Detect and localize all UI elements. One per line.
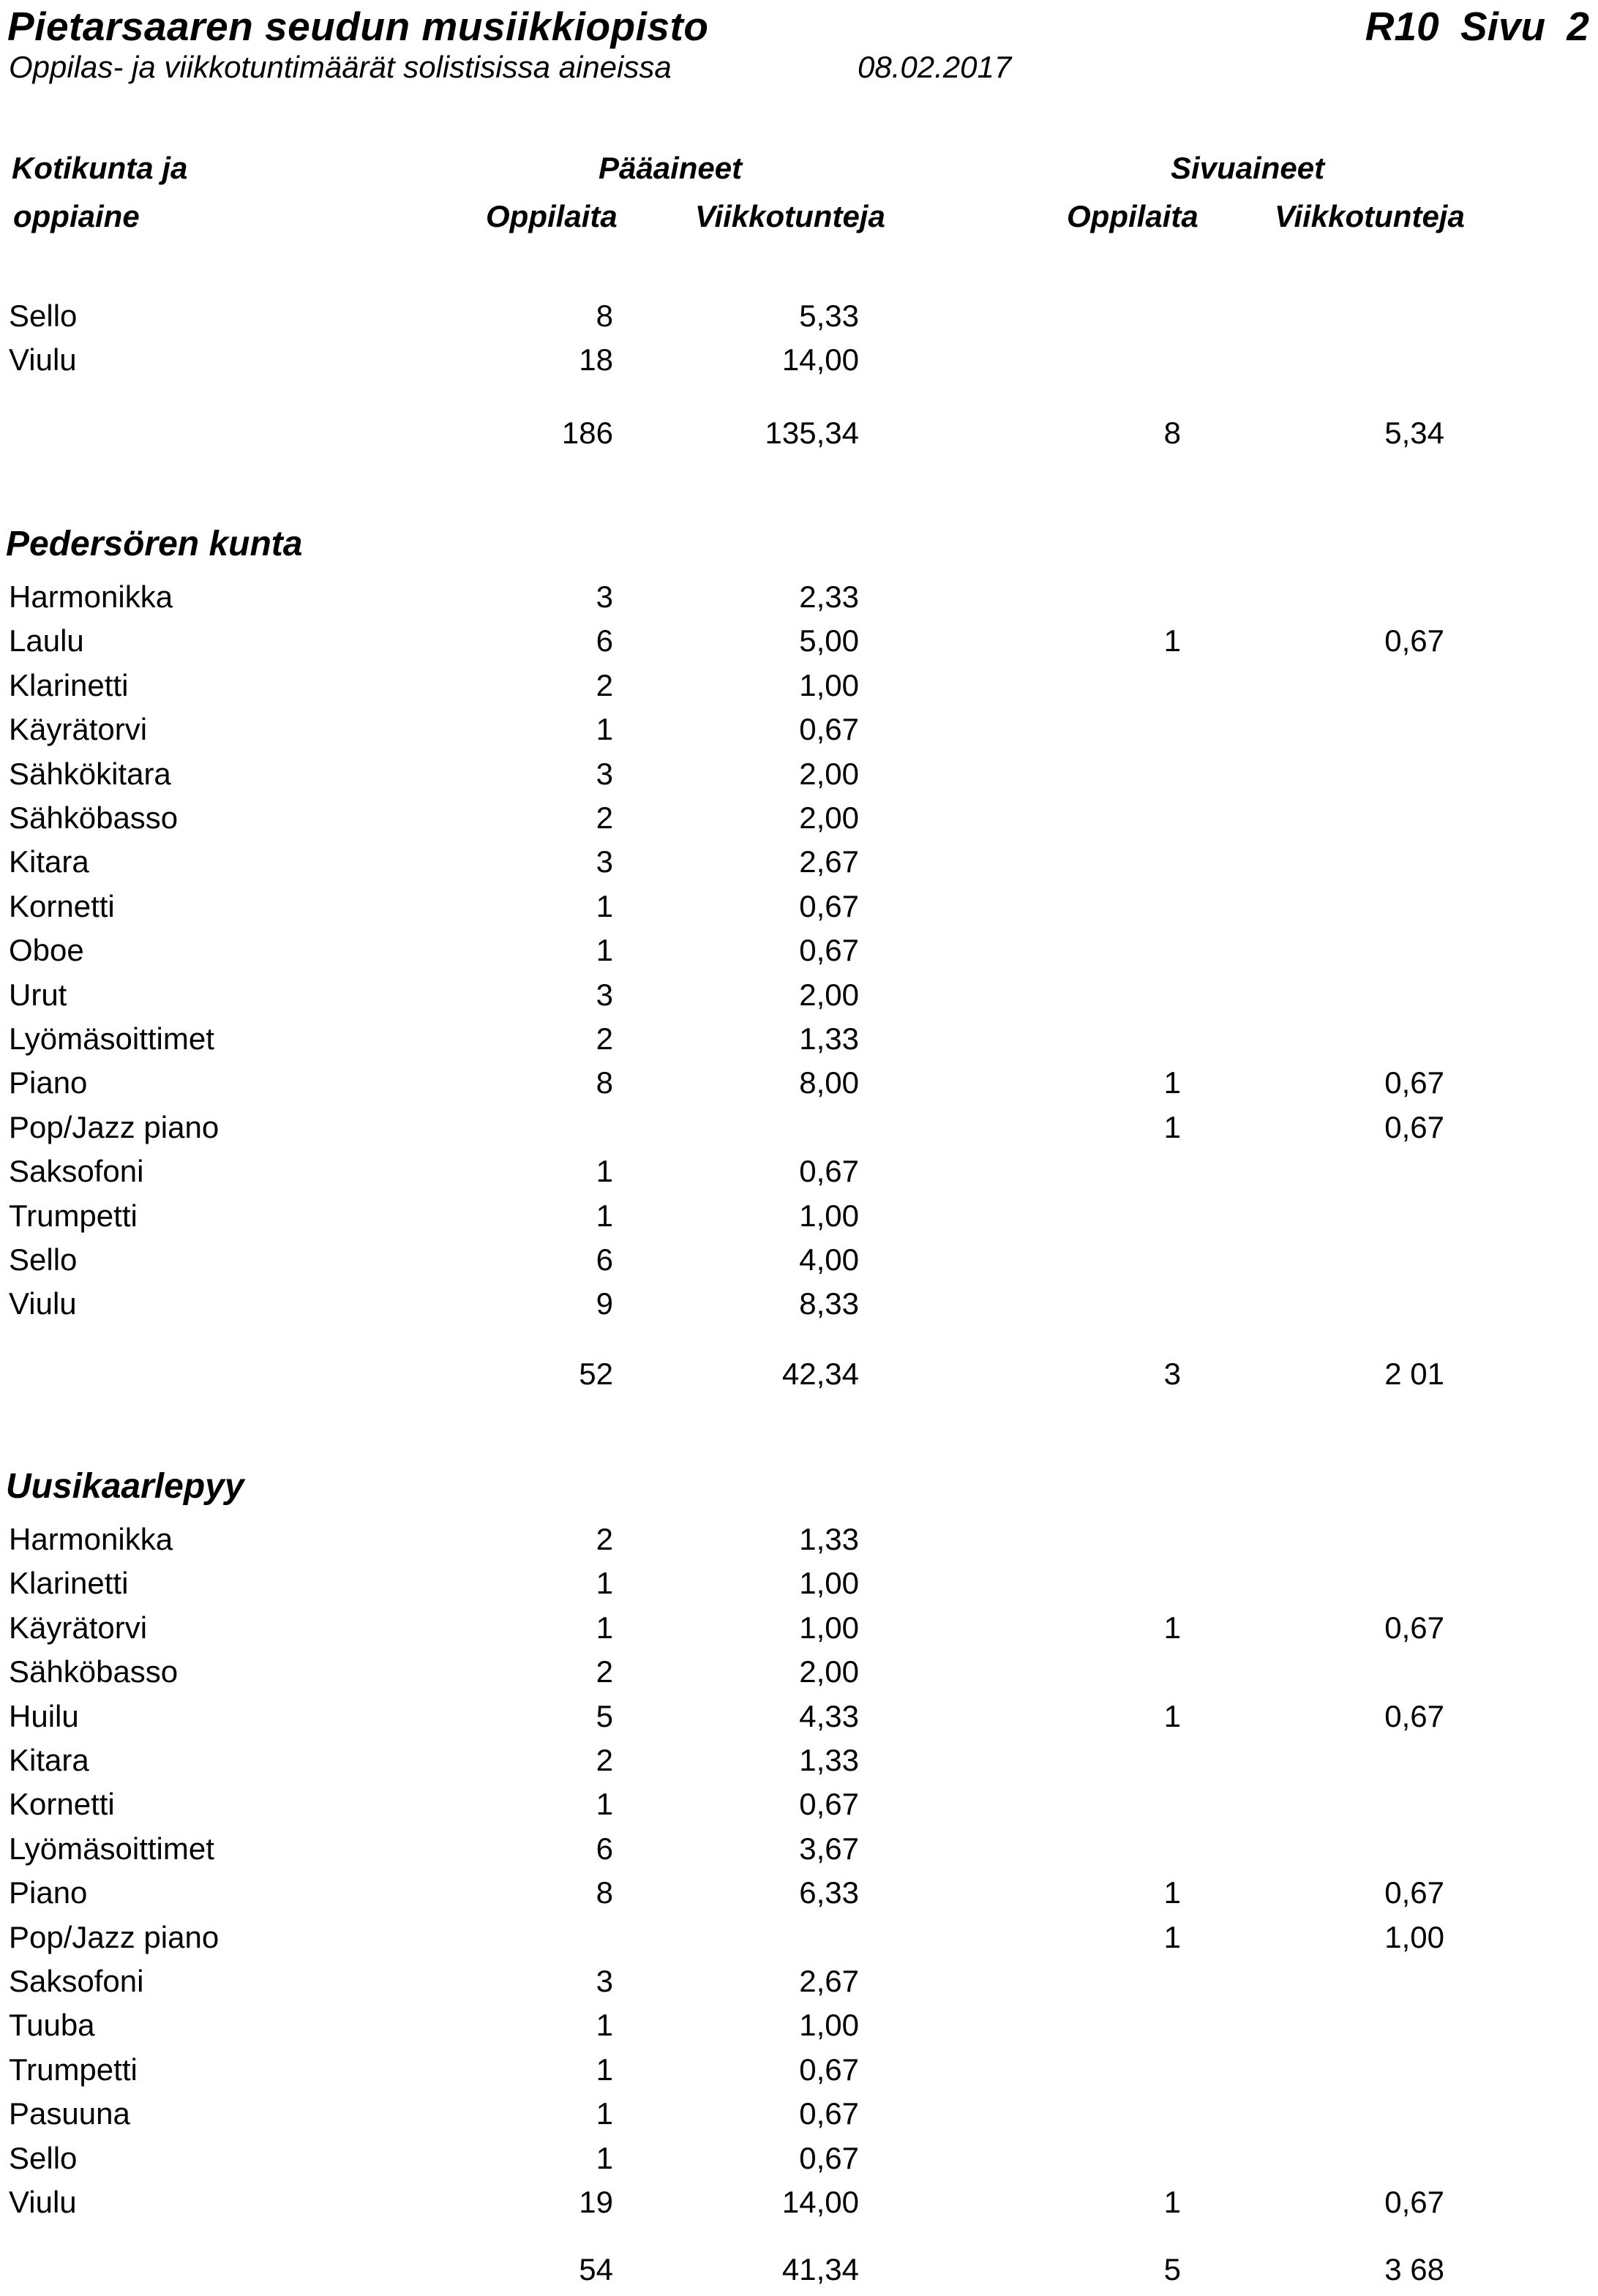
subject-cell: Klarinetti [9,1566,129,1600]
main-students-cell: 1 [596,1610,613,1645]
main-hours-cell: 1,00 [799,668,859,702]
main-hours-cell: 1,33 [799,1021,859,1056]
table-row [0,1021,1598,1065]
subject-cell: Klarinetti [9,668,129,702]
table-row [0,579,1598,623]
main-students-cell: 1 [596,712,613,746]
table-row [0,712,1598,756]
subject-cell: Lyömäsoittimet [9,1021,214,1056]
table-row [0,2052,1598,2096]
total-side-students-cell: 3 [1163,1357,1181,1391]
column-header-municipality-line1: Kotikunta ja [12,151,188,185]
subject-cell: Pasuuna [9,2096,130,2131]
main-students-cell: 2 [596,800,613,835]
table-row [0,342,1598,386]
subject-cell: Laulu [9,623,84,658]
main-hours-cell: 2,00 [799,800,859,835]
main-hours-cell: 2,67 [799,1964,859,1998]
subject-cell: Viulu [9,342,77,377]
column-header-main-subjects: Pääaineet [599,151,743,185]
main-hours-cell: 0,67 [799,1787,859,1821]
total-row [0,416,1598,459]
side-hours-cell: 0,67 [1384,1699,1444,1733]
main-hours-cell: 1,33 [799,1522,859,1556]
table-row [0,668,1598,712]
table-row [0,1110,1598,1154]
table-row [0,1787,1598,1831]
table-row [0,1065,1598,1109]
main-students-cell: 1 [596,1198,613,1233]
table-row [0,933,1598,977]
main-hours-cell: 8,00 [799,1065,859,1100]
total-main-students-cell: 186 [561,416,613,450]
main-hours-cell: 6,33 [799,1875,859,1910]
main-hours-cell: 0,67 [799,933,859,967]
main-students-cell: 8 [596,1065,613,1100]
main-hours-cell: 2,67 [799,844,859,879]
main-students-cell: 1 [596,2008,613,2042]
subject-cell: Kitara [9,844,89,879]
side-hours-cell: 0,67 [1384,623,1444,658]
table-row [0,1831,1598,1875]
subject-cell: Piano [9,1065,88,1100]
main-students-cell: 1 [596,889,613,923]
main-students-cell: 6 [596,1831,613,1866]
main-students-cell: 3 [596,757,613,791]
side-students-cell: 1 [1163,1920,1181,1954]
side-hours-cell: 0,67 [1384,2185,1444,2219]
main-students-cell: 1 [596,1787,613,1821]
subject-cell: Kitara [9,1743,89,1777]
main-hours-cell: 2,33 [799,579,859,614]
main-hours-cell: 3,67 [799,1831,859,1866]
main-hours-cell: 14,00 [781,2185,859,2219]
total-main-students-cell: 52 [579,1357,613,1391]
table-row [0,1610,1598,1654]
table-row [0,1242,1598,1286]
subject-cell: Harmonikka [9,579,173,614]
table-row [0,757,1598,800]
main-students-cell: 1 [596,933,613,967]
main-students-cell: 1 [596,1566,613,1600]
main-students-cell: 6 [596,623,613,658]
subject-cell: Urut [9,978,67,1012]
subject-cell: Pop/Jazz piano [9,1920,220,1954]
subject-cell: Trumpetti [9,2052,138,2087]
main-students-cell: 8 [596,1875,613,1910]
subject-cell: Sello [9,2141,78,2175]
total-row [0,1357,1598,1400]
subject-cell: Käyrätorvi [9,1610,148,1645]
main-students-cell: 1 [596,2096,613,2131]
total-main-hours-cell: 42,34 [781,1357,859,1391]
side-students-cell: 1 [1163,2185,1181,2219]
page-reference: R10 Sivu 2 [1365,4,1589,49]
section-heading: Uusikaarlepyy [6,1467,244,1506]
main-hours-cell: 1,00 [799,1610,859,1645]
main-students-cell: 18 [579,342,613,377]
main-hours-cell: 0,67 [799,2141,859,2175]
main-hours-cell: 1,00 [799,1198,859,1233]
total-main-hours-cell: 135,34 [765,416,859,450]
subject-cell: Tuuba [9,2008,95,2042]
subject-cell: Saksofoni [9,1964,144,1998]
table-row [0,1286,1598,1330]
subject-cell: Piano [9,1875,88,1910]
subject-cell: Trumpetti [9,1198,138,1233]
side-students-cell: 1 [1163,1699,1181,1733]
main-hours-cell: 0,67 [799,889,859,923]
table-row [0,889,1598,933]
side-students-cell: 1 [1163,1065,1181,1100]
main-students-cell: 2 [596,1654,613,1689]
main-students-cell: 19 [579,2185,613,2219]
main-hours-cell: 4,33 [799,1699,859,1733]
table-row [0,1920,1598,1964]
main-hours-cell: 1,33 [799,1743,859,1777]
column-header-main-hours: Viikkotunteja [695,199,885,233]
subject-cell: Viulu [9,1286,77,1321]
table-row [0,1699,1598,1743]
column-header-side-hours: Viikkotunteja [1275,199,1465,233]
side-students-cell: 1 [1163,1110,1181,1144]
subject-cell: Kornetti [9,889,115,923]
side-hours-cell: 0,67 [1384,1065,1444,1100]
main-students-cell: 2 [596,1522,613,1556]
subject-cell: Pop/Jazz piano [9,1110,220,1144]
subject-cell: Oboe [9,933,84,967]
subject-cell: Lyömäsoittimet [9,1831,214,1866]
side-hours-cell: 1,00 [1384,1920,1444,1954]
total-main-students-cell: 54 [579,2252,613,2286]
subject-cell: Sello [9,1242,78,1277]
subject-cell: Harmonikka [9,1522,173,1556]
total-side-students-cell: 8 [1163,416,1181,450]
subject-cell: Sähkökitara [9,757,171,791]
main-hours-cell: 5,33 [799,299,859,333]
table-row [0,1964,1598,2008]
main-hours-cell: 1,00 [799,2008,859,2042]
main-hours-cell: 1,00 [799,1566,859,1600]
subject-cell: Sähköbasso [9,800,179,835]
main-students-cell: 1 [596,2141,613,2175]
main-hours-cell: 2,00 [799,978,859,1012]
main-students-cell: 5 [596,1699,613,1733]
table-row [0,978,1598,1021]
main-students-cell: 6 [596,1242,613,1277]
main-students-cell: 3 [596,1964,613,1998]
column-header-main-students: Oppilaita [486,199,618,233]
table-row [0,2141,1598,2185]
table-row [0,800,1598,844]
total-side-hours-cell: 5,34 [1384,416,1444,450]
side-hours-cell: 0,67 [1384,1610,1444,1645]
table-row [0,1198,1598,1242]
main-hours-cell: 2,00 [799,757,859,791]
table-row [0,1154,1598,1198]
main-hours-cell: 2,00 [799,1654,859,1689]
total-row [0,2252,1598,2296]
main-hours-cell: 0,67 [799,1154,859,1188]
main-students-cell: 3 [596,579,613,614]
main-students-cell: 1 [596,1154,613,1188]
column-header-municipality-line2: oppiaine [13,199,140,233]
subject-cell: Kornetti [9,1787,115,1821]
table-row [0,2008,1598,2052]
total-side-students-cell: 5 [1163,2252,1181,2286]
main-hours-cell: 0,67 [799,2096,859,2131]
main-hours-cell: 14,00 [781,342,859,377]
table-row [0,623,1598,667]
section-heading: Pedersören kunta [6,525,303,563]
table-row [0,2096,1598,2140]
column-header-side-subjects: Sivuaineet [1171,151,1325,185]
side-hours-cell: 0,67 [1384,1875,1444,1910]
total-main-hours-cell: 41,34 [781,2252,859,2286]
table-row [0,1875,1598,1919]
subject-cell: Huilu [9,1699,79,1733]
column-header-side-students: Oppilaita [1067,199,1198,233]
subject-cell: Sähköbasso [9,1654,179,1689]
main-students-cell: 8 [596,299,613,333]
main-students-cell: 1 [596,2052,613,2087]
table-row [0,844,1598,888]
main-hours-cell: 4,00 [799,1242,859,1277]
main-students-cell: 9 [596,1286,613,1321]
subject-cell: Saksofoni [9,1154,144,1188]
main-students-cell: 3 [596,978,613,1012]
document-subtitle: Oppilas- ja viikkotuntimäärät solistisissa aineissa [9,50,672,84]
table-row [0,299,1598,342]
side-students-cell: 1 [1163,623,1181,658]
main-hours-cell: 8,33 [799,1286,859,1321]
table-row [0,1654,1598,1698]
total-side-hours-cell: 2 01 [1384,1357,1444,1391]
side-students-cell: 1 [1163,1875,1181,1910]
side-hours-cell: 0,67 [1384,1110,1444,1144]
main-hours-cell: 5,00 [799,623,859,658]
main-students-cell: 2 [596,668,613,702]
subject-cell: Käyrätorvi [9,712,148,746]
table-row [0,1566,1598,1610]
document-title: Pietarsaaren seudun musiikkiopisto [7,4,709,49]
table-row [0,2185,1598,2229]
table-row [0,1522,1598,1566]
table-row [0,1743,1598,1787]
subject-cell: Sello [9,299,78,333]
main-hours-cell: 0,67 [799,712,859,746]
subject-cell: Viulu [9,2185,77,2219]
side-students-cell: 1 [1163,1610,1181,1645]
main-students-cell: 3 [596,844,613,879]
total-side-hours-cell: 3 68 [1384,2252,1444,2286]
document-date: 08.02.2017 [858,50,1012,84]
main-hours-cell: 0,67 [799,2052,859,2087]
main-students-cell: 2 [596,1743,613,1777]
main-students-cell: 2 [596,1021,613,1056]
